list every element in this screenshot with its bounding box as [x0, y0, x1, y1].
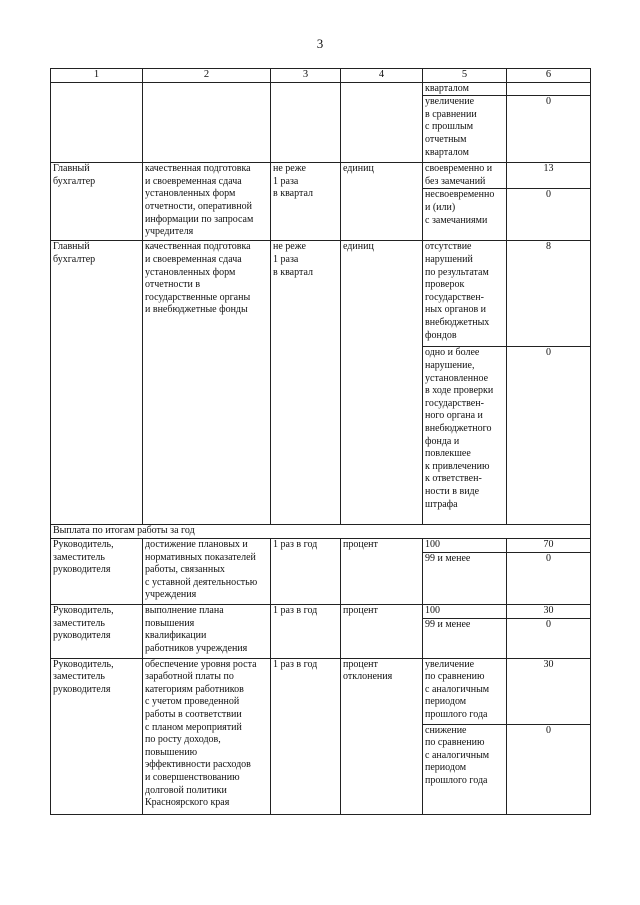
value-cell: 30: [507, 658, 591, 724]
column-number: 4: [341, 69, 423, 83]
frequency-cell: [271, 82, 341, 163]
table-row: [51, 604, 591, 618]
value-cell: 0: [507, 347, 591, 525]
table-row: [51, 163, 591, 189]
frequency-cell: не реже 1 раза в квартал: [271, 241, 341, 525]
value-cell: 30: [507, 604, 591, 618]
criterion-cell: снижение по сравнению с аналогичным периодом прошлого года: [423, 724, 507, 814]
criterion-cell: своевременно и без замечаний: [423, 163, 507, 189]
value-cell: 0: [507, 189, 591, 241]
position-cell: [51, 82, 143, 163]
indicator-cell: выполнение плана повышения квалификации работников учреждения: [143, 604, 271, 658]
frequency-cell: 1 раз в год: [271, 604, 341, 658]
column-number: 3: [271, 69, 341, 83]
value-cell: 0: [507, 724, 591, 814]
column-number-row: [51, 69, 591, 83]
column-number: 1: [51, 69, 143, 83]
unit-cell: [341, 82, 423, 163]
section-title: Выплата по итогам работы за год: [51, 525, 591, 539]
unit-cell: единиц: [341, 163, 423, 241]
value-cell: 0: [507, 552, 591, 604]
indicator-cell: [143, 82, 271, 163]
unit-cell: процент: [341, 604, 423, 658]
criterion-cell: одно и более нарушение, установленное в ходе проверки государствен- ного органа и внебюджетного фонда и повлекшее к привлечению к ответствен- ности в виде штрафа: [423, 347, 507, 525]
criterion-cell: 100: [423, 604, 507, 618]
position-cell: Главный бухгалтер: [51, 241, 143, 525]
criterion-cell: 99 и менее: [423, 618, 507, 658]
indicator-cell: достижение плановых и нормативных показателей работы, связанных с уставной деятельностью учреждения: [143, 538, 271, 604]
value-cell: 0: [507, 96, 591, 163]
criteria-table: [50, 68, 591, 815]
table-row: [51, 82, 591, 96]
criterion-cell: увеличение в сравнении с прошлым отчетным кварталом: [423, 96, 507, 163]
indicator-cell: качественная подготовка и своевременная сдача установленных форм отчетности, оперативной информации по запросам учредителя: [143, 163, 271, 241]
indicator-cell: обеспечение уровня роста заработной платы по категориям работников с учетом проведенной работы в соответствии с планом мероприятий по росту доходов, повышению эффективности расходов и совершенствованию долговой политики Красноярского края: [143, 658, 271, 814]
frequency-cell: не реже 1 раза в квартал: [271, 163, 341, 241]
unit-cell: процент: [341, 538, 423, 604]
value-cell: 70: [507, 538, 591, 552]
position-cell: Главный бухгалтер: [51, 163, 143, 241]
criterion-cell: увеличение по сравнению с аналогичным периодом прошлого года: [423, 658, 507, 724]
column-number: 6: [507, 69, 591, 83]
criterion-cell: отсутствие нарушений по результатам проверок государствен- ных органов и внебюджетных фондов: [423, 241, 507, 347]
column-number: 2: [143, 69, 271, 83]
indicator-cell: качественная подготовка и своевременная сдача установленных форм отчетности в государственные органы и внебюджетные фонды: [143, 241, 271, 525]
table-row: [51, 538, 591, 552]
criterion-cell: 100: [423, 538, 507, 552]
frequency-cell: 1 раз в год: [271, 538, 341, 604]
position-cell: Руководитель, заместитель руководителя: [51, 658, 143, 814]
value-cell: 8: [507, 241, 591, 347]
page-number: 3: [316, 36, 324, 51]
table-row: [51, 241, 591, 347]
section-row: [51, 525, 591, 539]
position-cell: Руководитель, заместитель руководителя: [51, 538, 143, 604]
criterion-cell: кварталом: [423, 82, 507, 96]
column-number: 5: [423, 69, 507, 83]
value-cell: 13: [507, 163, 591, 189]
value-cell: 0: [507, 618, 591, 658]
position-cell: Руководитель, заместитель руководителя: [51, 604, 143, 658]
value-cell: [507, 82, 591, 96]
criterion-cell: 99 и менее: [423, 552, 507, 604]
unit-cell: процент отклонения: [341, 658, 423, 814]
criterion-cell: несвоевременно и (или) с замечаниями: [423, 189, 507, 241]
frequency-cell: 1 раз в год: [271, 658, 341, 814]
unit-cell: единиц: [341, 241, 423, 525]
table-row: [51, 658, 591, 724]
